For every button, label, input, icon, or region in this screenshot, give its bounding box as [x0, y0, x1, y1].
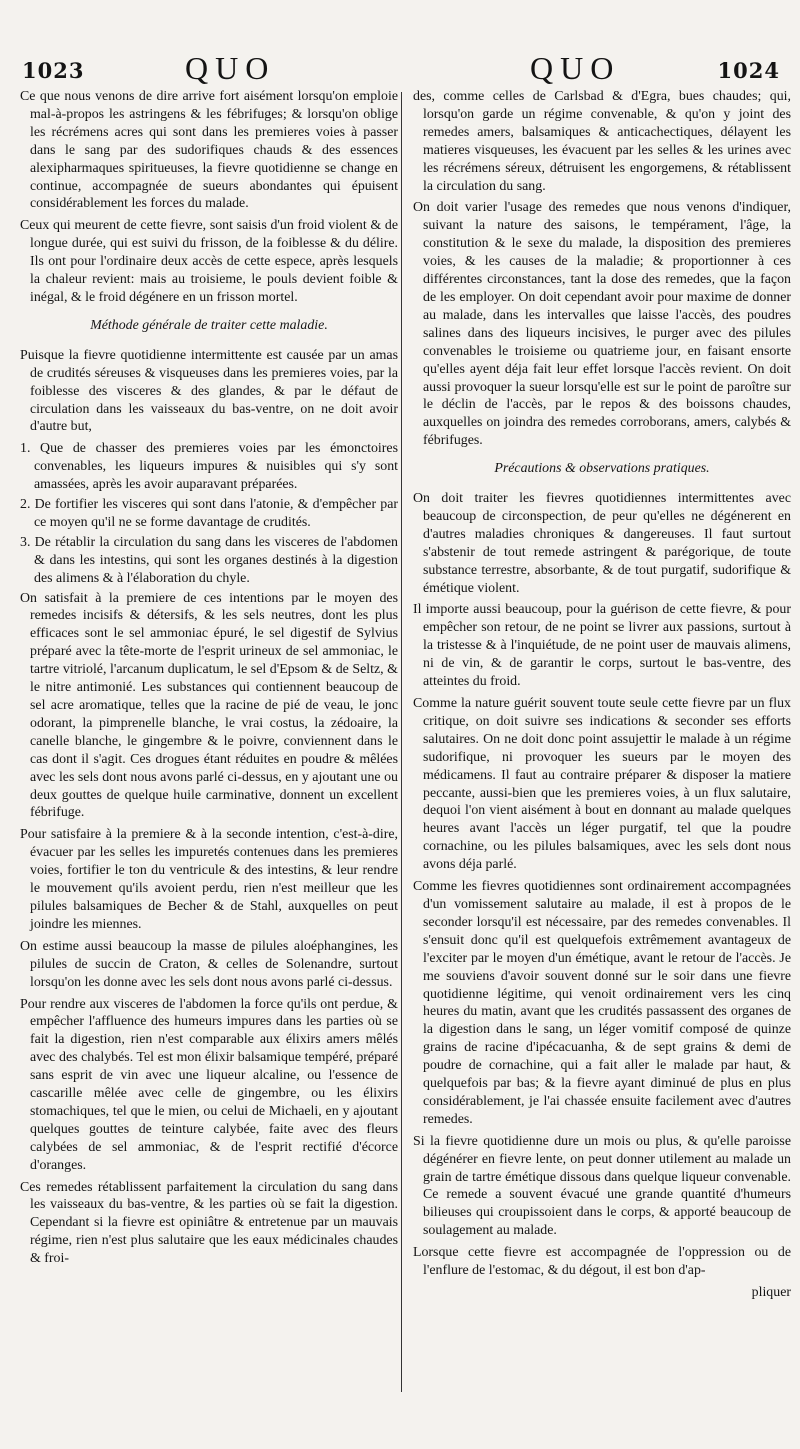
catchword: pliquer	[751, 1285, 791, 1300]
list-item: 2. De fortifier les visceres qui sont dans l'atonie, & d'empêcher par ce moyen qu'il ne se forme davantage de crudités.	[20, 497, 398, 530]
left-page-number: 1023	[22, 58, 85, 83]
paragraph: On estime aussi beaucoup la masse de pilules aloéphangines, les pilules de succin de Craton, & celles de Solenandre, surtout lorsqu'on les donne avec les sels dont nous avons parlé ci-dessus.	[20, 938, 398, 990]
section-heading: Précautions & observations pratiques.	[494, 461, 710, 477]
right-column	[413, 88, 791, 1302]
paragraph: On satisfait à la premiere de ces intentions par le moyen des remedes incisifs & détersifs, & les sels neutres, dont les plus efficaces sont le sel ammoniac épuré, le sel digestif de Sylvius préparé avec la tête-morte de l'esprit urineux de sel ammoniac, le tartre vitriolé, l'arcanum duplicatum, le sel d'Epsom & de Seltz, & le nitre antimonié. Les substances qui contiennent beaucoup de sel acre aromatique, telles que la racine de pié de veau, le jonc odorant, la pimprenelle blanche, le vrai costus, la zédoaire, la canelle blanche, le gingembre & le poivre, conviennent dans le cas dont il s'agit. Ces drogues étant réduites en poudre & mêlées avec les sels dont nous avons parlé ci-dessus, en y ajoutant une ou deux gouttes de quelque huile carminative, donnent un excellent fébrifuge.	[20, 590, 398, 821]
paragraph: Il importe aussi beaucoup, pour la guérison de cette fievre, & pour empêcher son retour, de ne point se livrer aux passions, surtout à la tristesse & à l'inquiétude, de ne point user de mauvais alimens, ni de vin, & de garantir le corps, surtout le bas-ventre, des atteintes du froid.	[413, 602, 791, 690]
paragraph: Comme la nature guérit souvent toute seule cette fievre par un flux critique, on doit suivre ses indications & seconder ses efforts salutaires. On ne doit donc point assujettir le malade à un régime sudorifique, ni provoquer les sueurs par le moyen des médicamens. Il faut au contraire préparer & disposer la matiere peccante, aussi-bien que les premieres voies, à un flux salutaire, dequoi l'on vient aisément à bout en donnant au malade quelques heures avant l'accès un léger purgatif, tel que la poudre cornachine, ou les pilules balsamiques, avec les sels dont nous avons déja parlé.	[413, 696, 791, 873]
column-divider	[401, 92, 402, 1392]
right-page-number: 1024	[717, 58, 780, 83]
right-running-head: QUO	[530, 50, 621, 86]
paragraph: Lorsque cette fievre est accompagnée de l'oppression ou de l'enflure de l'estomac, & du dégout, il est bon d'ap-	[413, 1245, 791, 1279]
paragraph: Pour rendre aux visceres de l'abdomen la force qu'ils ont perdue, & empêcher l'affluence des humeurs impures dans les parties où se fait la digestion, rien n'est comparable aux élixirs amers mêlés avec des chalybés. Tel est mon élixir balsamique tempéré, préparé sans esprit de vin avec une liqueur alcaline, ou l'essence de cascarille mêlée avec celle de gingembre, ou les élixirs stomachiques, tel que le mien, ou celui de Michaeli, en y ajoutant quelques gouttes de teinture calybée, faite avec des fleurs calybées de sel ammoniac, & de l'esprit rectifié d'écorce d'oranges.	[20, 996, 398, 1173]
section-heading: Méthode générale de traiter cette maladie.	[90, 317, 328, 333]
paragraph: Pour satisfaire à la premiere & à la seconde intention, c'est-à-dire, évacuer par les selles les impuretés contenues dans les premieres voies, fortifier le ton du ventricule & des intestins, & leur rendre le mouvement qu'ils avoient perdu, rien n'est meilleur que les pilules balsamiques de Becher & de Stahl, auxquelles on peut joindre les miennes.	[20, 827, 398, 932]
paragraph: des, comme celles de Carlsbad & d'Egra, bues chaudes; qui, lorsqu'on garde un régime convenable, & qu'on y joint des remedes amers, balsamiques & anticachectiques, délayent les matieres visqueuses, les évacuent par les selles & les urines avec les récrémens séreux, détruisent les engorgemens, & rétablissent la circulation du sang.	[413, 89, 791, 194]
paragraph: Ces remedes rétablissent parfaitement la circulation du sang dans les vaisseaux du bas-ventre, & les parties où se fait la digestion. Cependant si la fievre est opiniâtre & entretenue par un mauvais régime, rien n'est plus salutaire que les eaux médicinales chaudes & froi-	[20, 1179, 398, 1267]
paragraph: Ceux qui meurent de cette fievre, sont saisis d'un froid violent & de longue durée, qui est suivi du frisson, de la foiblesse & du délire. Ils ont pour l'ordinaire deux accès de cette espece, après lesquels la chaleur revient: mais au troisieme, le pouls devient foible & inégal, & le froid dégénere en un frisson mortel.	[20, 218, 398, 305]
paragraph: Puisque la fievre quotidienne intermittente est causée par un amas de crudités séreuses & visqueuses dans les premieres voies, par la foiblesse des visceres & des glandes, & par le défaut de circulation dans les vaisseaux du bas-ventre, on ne doit avoir d'autre but,	[20, 347, 398, 435]
paragraph: Si la fievre quotidienne dure un mois ou plus, & qu'elle paroisse dégénérer en fievre lente, on peut donner utilement au malade un grain de tartre émétique dissous dans quelque liqueur convenable. Ce remede a souvent évacué une grande quantité d'humeurs bilieuses qui croupissoient dans le corps, & apporté beaucoup de soulagement au malade.	[413, 1133, 791, 1239]
paragraph: Comme les fievres quotidiennes sont ordinairement accompagnées d'un vomissement salutaire au malade, il est à propos de le seconder lorsqu'il est nécessaire, par des remedes convenables. Il s'ensuit donc qu'il est quelquefois extrêmement avantageux de l'exciter par le moyen d'un émétique, avant le retour de l'accès. Je me souviens d'avoir souvent donné sur le soir dans une fievre quotidienne légitime, qui venoit ordinairement vers les cinq heures du matin, avant que les crudités passassent des organes de la digestion dans le sang, un léger vomitif composé de quinze grains de racine d'ipécacuanha, & de sept grains & demi de poudre de cornachine, qui a fait aller le malade par haut, & quelquefois par bas; & la fievre ayant diminué de plus en plus considérablement, je l'ai chassée ensuite facilement avec d'autres remedes.	[413, 879, 791, 1127]
paragraph: On doit varier l'usage des remedes que nous venons d'indiquer, suivant la nature des saisons, le tempérament, l'âge, la constitution & le sexe du malade, la disposition des premieres voies, & les causes de la maladie; & proportionner à ces différentes circonstances, tant la dose des remedes, que la façon de les employer. On doit cependant avoir pour maxime de donner au malade, dans les intervalles que laisse l'accès, des poudres salines dans des liqueurs incisives, le purger avec des pilules convenables le troisieme ou quatrieme jour, en faisant ensorte qu'elles ayent déja fait leur effet lorsque l'accès revient. On doit aussi provoquer la sueur lorsqu'elle est sur le point de paroître sur le déclin de l'accès, par le repos & des boissons chaudes, auxquelles on joindra des remedes corroborans, amers, calybés & fébrifuges.	[413, 200, 791, 449]
paragraph: On doit traiter les fievres quotidiennes intermittentes avec beaucoup de circonspection, de peur qu'elles ne dégénerent en d'autres maladies chroniques & dangereuses. Il faut surtout s'abstenir de tout remede astringent & parégorique, de toute substance terrestre, absorbante, & de tout purgatif, sudorifique & émétique violent.	[413, 491, 791, 596]
page-header	[0, 50, 800, 90]
list-item: 1. Que de chasser des premieres voies par les émonctoires convenables, les liqueurs impures & nuisibles qui s'y sont amassées, après les avoir auparavant préparées.	[20, 441, 398, 493]
paragraph: Ce que nous venons de dire arrive fort aisément lorsqu'on emploie mal-à-propos les astringens & les fébrifuges; & lorsqu'on oblige les récrémens acres qui sont dans les premieres voies à passer dans le sang par des sudorifiques chauds & des essences alexipharmaques spiritueuses, la fievre quotidienne se change en continue, accompagnée de sueurs abondantes qui épuisent considérablement les forces du malade.	[20, 89, 398, 212]
left-column	[20, 88, 398, 1272]
list-item: 3. De rétablir la circulation du sang dans les visceres de l'abdomen & dans les intestins, qui sont les organes destinés à la digestion des alimens & à l'élaboration du chyle.	[20, 534, 398, 586]
left-running-head: QUO	[185, 50, 276, 86]
